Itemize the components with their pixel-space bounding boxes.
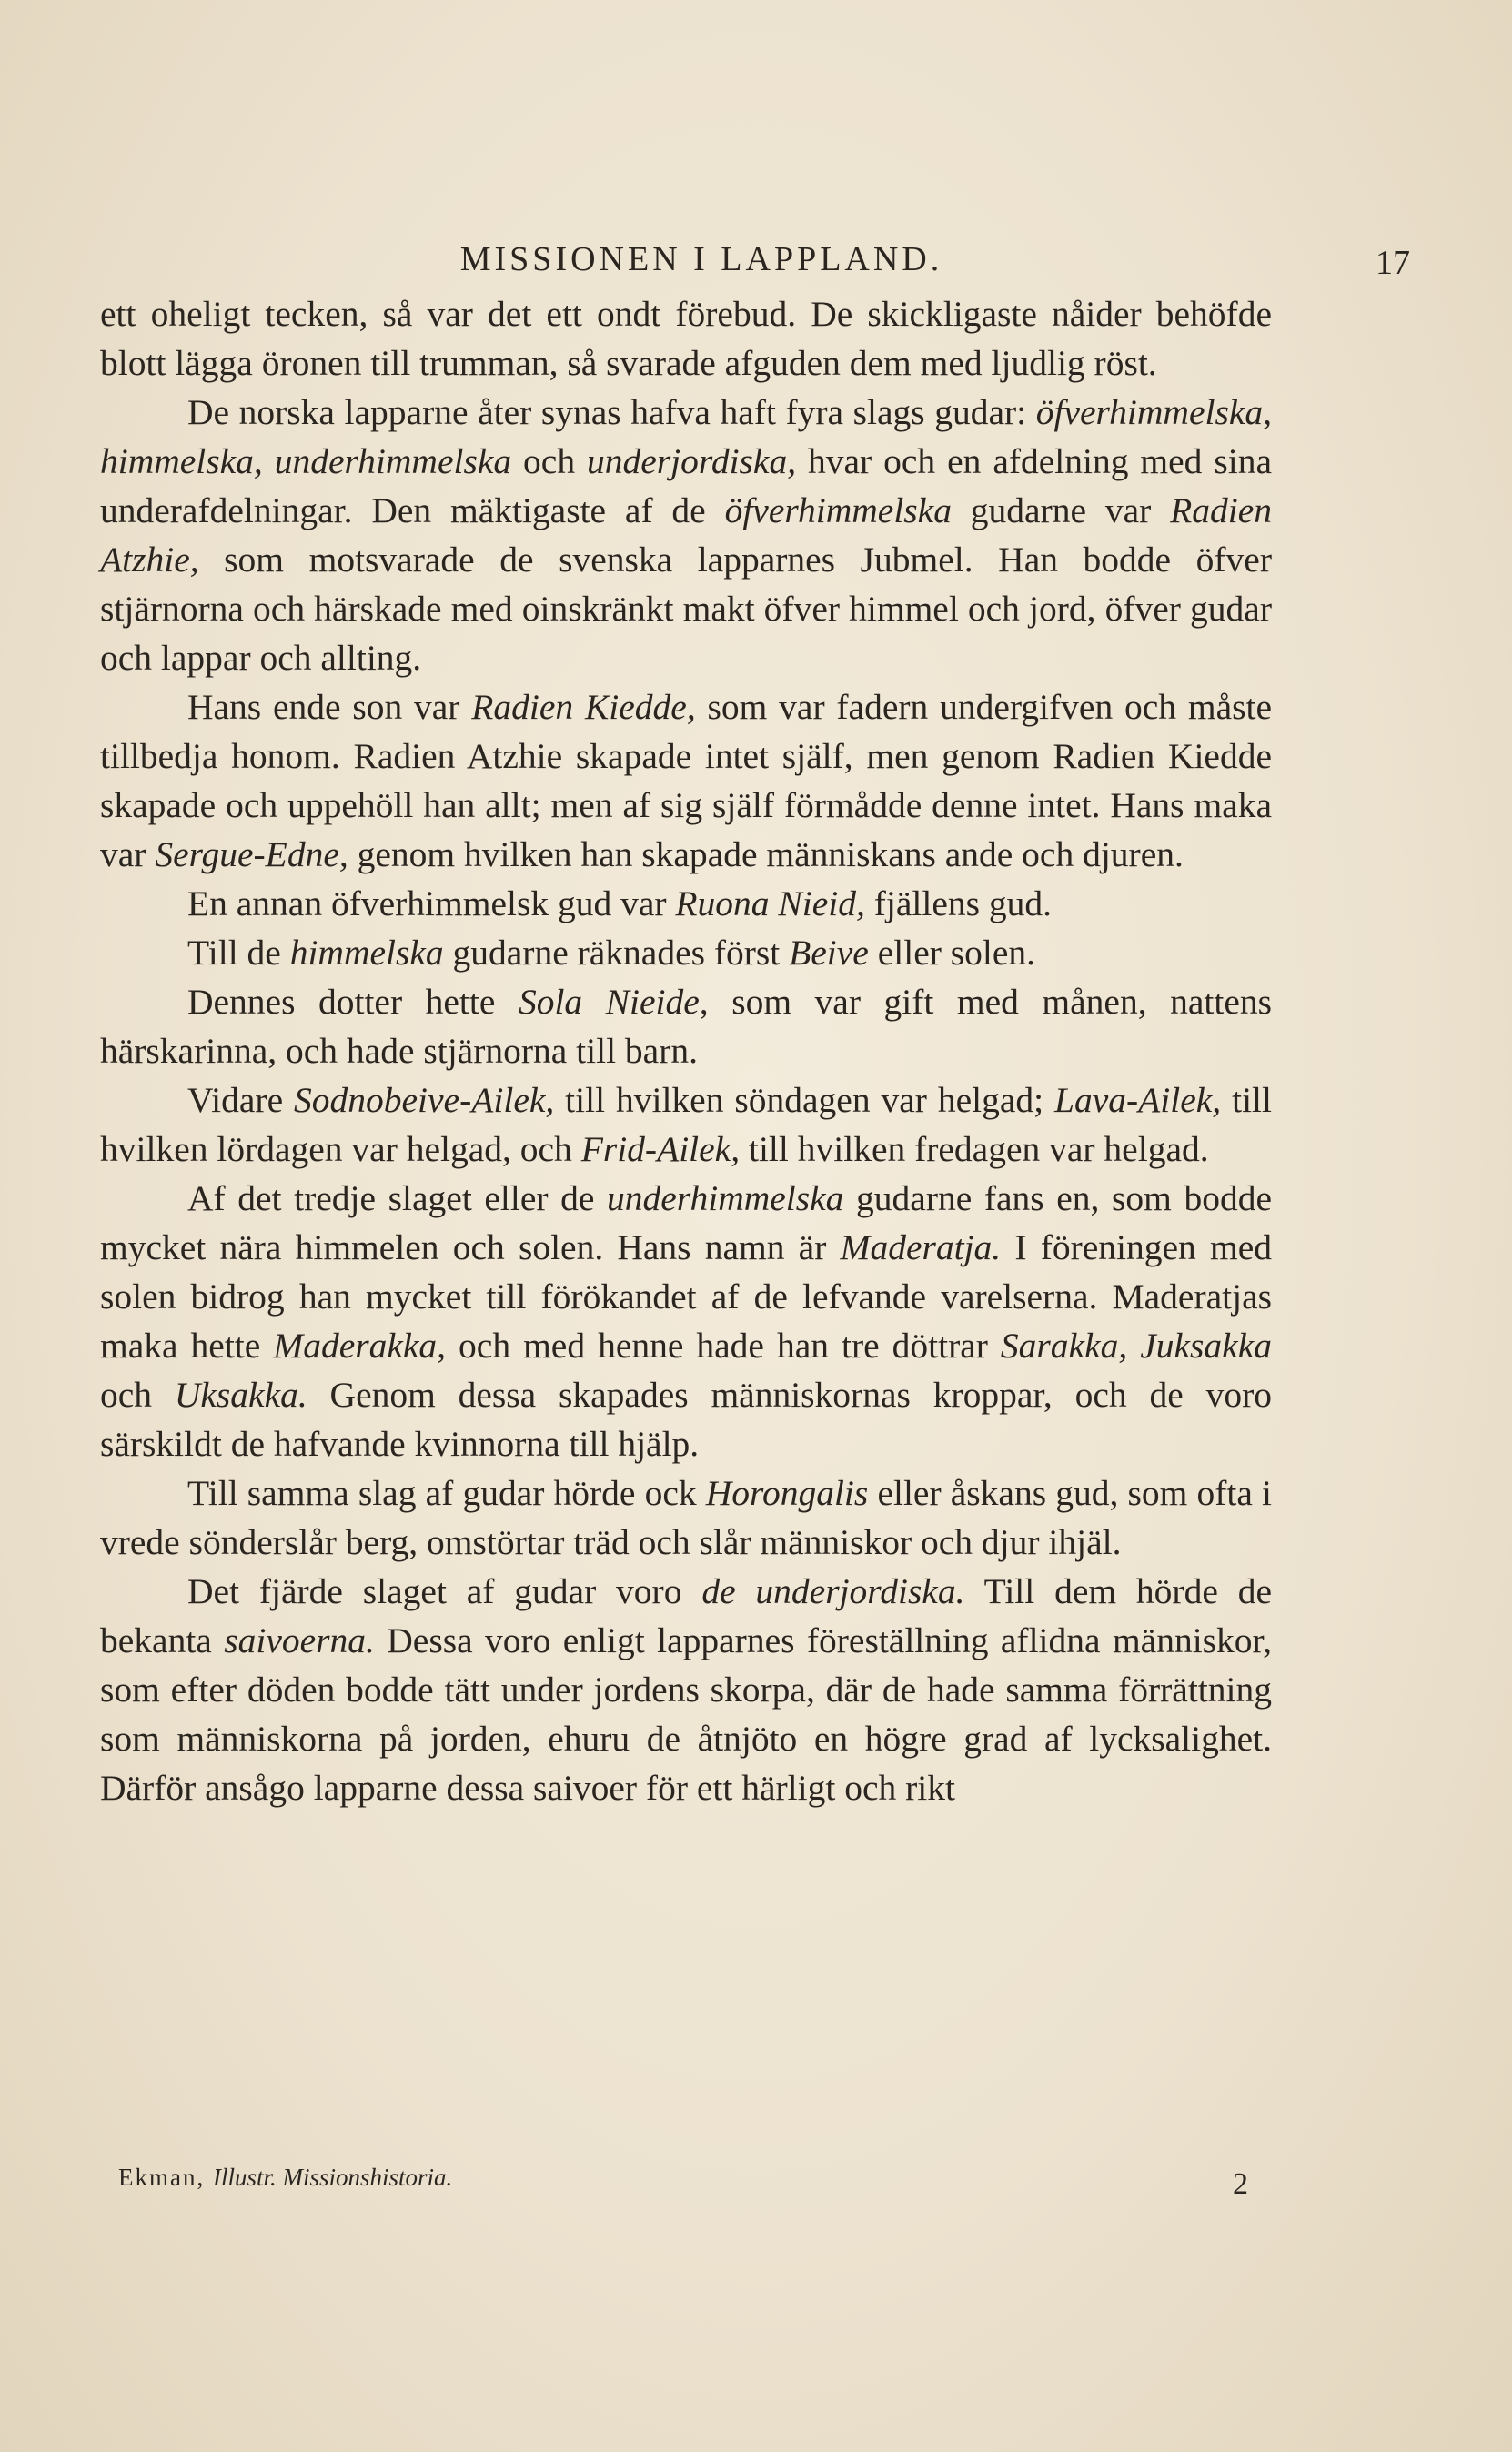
paragraph	[100, 1468, 1272, 1567]
italic-term: Sergue-Edne,	[155, 834, 348, 874]
text-run: genom hvilken han skapade människans ande och djuren.	[348, 834, 1184, 874]
text-run: gudarne räknades först	[443, 933, 790, 973]
text-run: Till de	[187, 933, 290, 973]
italic-term: himmelska	[289, 933, 444, 973]
footer-author: Ekman,	[118, 2164, 206, 2191]
text-run: De norska lapparne åter synas hafva haft fyra slags gudar:	[187, 392, 1036, 432]
italic-term: Sodnobeive-Ailek,	[294, 1080, 555, 1120]
italic-term: de underjordiska.	[701, 1571, 965, 1611]
italic-term: Ruona Nieid,	[675, 883, 865, 923]
footer-title: Illustr. Missionshistoria.	[212, 2164, 453, 2191]
page-header	[100, 232, 1410, 287]
italic-term: Uksakka.	[174, 1375, 307, 1415]
text-run: som var gift med månen, nattens härskarinna, och hade stjärnorna till barn.	[100, 982, 1272, 1071]
text-run: gudarne var	[951, 490, 1171, 530]
paragraph	[100, 1567, 1272, 1812]
paragraph	[100, 682, 1272, 879]
signature-line	[118, 2164, 452, 2192]
italic-term: Frid-Ailek,	[580, 1129, 741, 1169]
text-run: Dessa voro enligt lapparnes föreställning aflidna människor, som efter döden bodde tätt under jordens skorpa, där de hade samma förrättning som människorna på jorden, ehuru de åtnjöto en högre grad af lycksalighet. Därför ansågo lapparne dessa saivoer för ett härligt och rikt	[100, 1620, 1272, 1808]
running-head: MISSIONEN I LAPPLAND.	[459, 240, 943, 278]
paragraph	[100, 1075, 1272, 1174]
text-run: gudarne fans en, som bodde mycket nära himmelen och solen. Hans namn är	[100, 1178, 1273, 1267]
text-run: Vidare	[187, 1080, 295, 1120]
italic-term: Sola Nieide,	[518, 982, 709, 1022]
italic-term: Horongalis	[705, 1473, 869, 1513]
text-run: eller åskans gud, som ofta i vrede sönderslår berg, omstörtar träd och slår människor och djur ihjäl.	[100, 1473, 1272, 1562]
text-run: Genom dessa skapades människornas kroppar, och de voro särskildt de hafvande kvinnorna till hjälp.	[100, 1375, 1272, 1464]
paragraph	[100, 879, 1272, 928]
page-number: 17	[1376, 244, 1410, 282]
paragraph	[100, 388, 1272, 682]
text-run: Af det tredje slaget eller de	[187, 1178, 608, 1218]
italic-term: öfverhimmelska, himmelska, underhimmelska	[100, 392, 1272, 481]
text-run: till hvilken fredagen var helgad.	[740, 1129, 1209, 1169]
text-run: Till dem hörde de bekanta	[100, 1571, 1272, 1660]
italic-term: Sarakka, Juksakka	[1000, 1326, 1272, 1366]
italic-term: Radien Kiedde,	[471, 687, 696, 727]
text-run: ett oheligt tecken, så var det ett ondt förebud. De skickligaste nåider behöfde blott lägga öronen till trumman, så svarade afguden dem med ljudlig röst.	[100, 294, 1272, 383]
text-run: som motsvarade de svenska lapparnes Jubmel. Han bodde öfver stjärnorna och härskade med oinskränkt makt öfver himmel och jord, öfver gudar och lappar och allting.	[100, 540, 1272, 678]
signature-number: 2	[1233, 2167, 1248, 2201]
text-run: eller solen.	[868, 933, 1036, 973]
italic-term: öfverhimmelska	[724, 490, 952, 530]
text-run: och med henne hade han tre döttrar	[446, 1326, 1001, 1366]
italic-term: underjordiska,	[587, 441, 797, 481]
paragraph	[100, 977, 1272, 1075]
text-run: Det fjärde slaget af gudar voro	[187, 1571, 702, 1611]
italic-term: underhimmelska	[607, 1178, 844, 1218]
paragraph	[100, 289, 1272, 388]
text-run: En annan öfverhimmelsk gud var	[187, 883, 676, 923]
text-run: Hans ende son var	[187, 687, 472, 727]
italic-term: Beive	[789, 933, 869, 973]
body-text	[100, 289, 1272, 1812]
text-run: I föreningen med solen bidrog han mycket till förökandet af de lefvande varelserna. Maderatjas maka hette	[100, 1227, 1272, 1366]
italic-term: Radien Atzhie,	[100, 490, 1273, 580]
page-footer	[118, 2164, 1248, 2209]
text-run: Dennes dotter hette	[187, 982, 519, 1022]
italic-term: Lava-Ailek,	[1054, 1080, 1222, 1120]
italic-term: Maderatja.	[840, 1227, 1002, 1267]
italic-term: Maderakka,	[273, 1326, 447, 1366]
text-run: hvar och en afdelning med sina underafdelningar. Den mäktigaste af de	[100, 441, 1272, 530]
paragraph	[100, 1174, 1272, 1468]
text-run: Till samma slag af gudar hörde ock	[187, 1473, 706, 1513]
text-run: till hvilken lördagen var helgad, och	[100, 1080, 1272, 1169]
text-run: som var fadern undergifven och måste tillbedja honom. Radien Atzhie skapade intet själf, men genom Radien Kiedde skapade och uppehöll han allt; men af sig själf förmådde denne intet. Hans maka var	[100, 687, 1272, 874]
text-run: till hvilken söndagen var helgad;	[554, 1080, 1055, 1120]
text-run: och	[100, 1375, 175, 1415]
text-run: fjällens gud.	[864, 883, 1053, 923]
text-run: och	[511, 441, 588, 481]
paragraph	[100, 928, 1272, 977]
italic-term: saivoerna.	[224, 1620, 375, 1660]
